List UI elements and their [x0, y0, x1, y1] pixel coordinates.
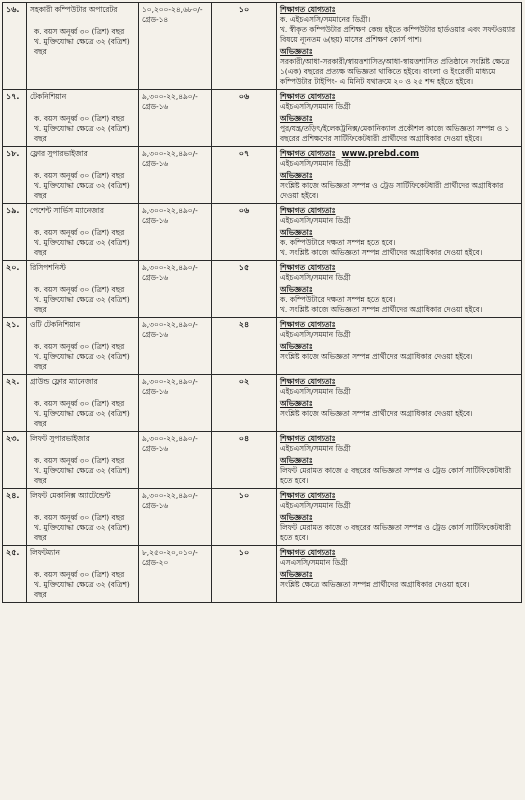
experience-item: সংশ্লিষ্ট কাজে অভিজ্ঞতা সম্পন্ন ও ট্রেড সার্টিফিকেটধারী প্রার্থীদের অগ্রাধিকার দেওয়া হইবে।: [280, 181, 504, 200]
experience-heading: অভিজ্ঞতাঃ: [280, 513, 313, 522]
age-limit: ক. বয়স অনূর্ধ্ব ৩০ (ত্রিশ) বছর: [34, 456, 125, 465]
serial-cell: [3, 318, 27, 375]
age-limit-freedom-fighter: খ. মুক্তিযোদ্ধা ক্ষেত্রে ৩২ (বত্রিশ) বছর: [34, 124, 130, 143]
serial-cell: [3, 489, 27, 546]
table-row: [3, 147, 522, 204]
serial-cell: [3, 261, 27, 318]
experience-heading: অভিজ্ঞতাঃ: [280, 171, 313, 180]
table-row: [3, 90, 522, 147]
experience-list: [280, 580, 518, 590]
post-cell: [27, 375, 139, 432]
qualification-list: [280, 444, 518, 454]
serial-cell: [3, 147, 27, 204]
qualification-item: এইচএসসি/সমমান ডিগ্রী: [280, 444, 351, 453]
serial-number: ১৯.: [6, 206, 20, 215]
qualification-list: [280, 159, 518, 169]
qualification-list: [280, 330, 518, 340]
post-name: লিফট সুপারভাইজার: [30, 434, 90, 443]
qualification-item: এইচএসসি/সমমান ডিগ্রী: [280, 387, 351, 396]
salary-scale: ৯,৩০০-২২,৪৯০/-: [142, 92, 198, 101]
post-cell: [27, 147, 139, 204]
pay-grade: গ্রেড-১৪: [142, 15, 169, 24]
serial-cell: [3, 3, 27, 90]
post-name: পেশেন্ট সার্ভিস ম্যানেজার: [30, 206, 104, 215]
serial-number: ১৭.: [6, 92, 20, 101]
serial-number: ২৪.: [6, 491, 20, 500]
qualification-cell: [277, 489, 522, 546]
serial-cell: [3, 90, 27, 147]
qualification-heading-text: শিক্ষাগত যোগ্যতাঃ: [280, 5, 336, 14]
salary-scale: ৯,৩০০-২২,৪৯০/-: [142, 206, 198, 215]
count-cell: [212, 318, 277, 375]
age-limit-freedom-fighter: খ. মুক্তিযোদ্ধা ক্ষেত্রে ৩২ (বত্রিশ) বছর: [34, 523, 130, 542]
experience-item: খ. সংশ্লিষ্ট কাজে অভিজ্ঞতা সম্পন্ন প্রার্থীদের অগ্রাধিকার দেওয়া হইবে।: [280, 248, 483, 257]
age-limit-freedom-fighter: খ. মুক্তিযোদ্ধা ক্ষেত্রে ৩২ (বত্রিশ) বছর: [34, 295, 130, 314]
pay-grade: গ্রেড-১৬: [142, 273, 169, 282]
age-limit-freedom-fighter: খ. মুক্তিযোদ্ধা ক্ষেত্রে ৩২ (বত্রিশ) বছর: [34, 181, 130, 200]
qualification-item: এইচএসসি/সমমান ডিগ্রী: [280, 216, 351, 225]
post-name: লিফট মেকানিক্স অ্যাটেন্ডেন্ট: [30, 491, 111, 500]
experience-list: [280, 181, 518, 201]
experience-list: [280, 409, 518, 419]
qualification-heading-text: শিক্ষাগত যোগ্যতাঃ: [280, 149, 336, 158]
serial-number: ২১.: [6, 320, 20, 329]
post-count: ০৪: [238, 434, 250, 443]
qualification-cell: [277, 432, 522, 489]
qualification-heading: [280, 263, 518, 273]
experience-heading: অভিজ্ঞতাঃ: [280, 114, 313, 123]
qualification-heading-text: শিক্ষাগত যোগ্যতাঃ: [280, 377, 336, 386]
salary-cell: [139, 375, 212, 432]
age-limit: ক. বয়স অনূর্ধ্ব ৩০ (ত্রিশ) বছর: [34, 27, 125, 36]
serial-cell: [3, 432, 27, 489]
qualification-heading: [280, 206, 518, 216]
post-count: ২৪: [238, 320, 250, 329]
count-cell: [212, 546, 277, 603]
age-limit: ক. বয়স অনূর্ধ্ব ৩০ (ত্রিশ) বছর: [34, 570, 125, 579]
count-cell: [212, 147, 277, 204]
count-cell: [212, 204, 277, 261]
qualification-heading-text: শিক্ষাগত যোগ্যতাঃ: [280, 206, 336, 215]
post-name: গ্রাউন্ড ফ্লোর ম্যানেজার: [30, 377, 98, 386]
table-row: [3, 204, 522, 261]
age-limit-freedom-fighter: খ. মুক্তিযোদ্ধা ক্ষেত্রে ৩২ (বত্রিশ) বছর: [34, 409, 130, 428]
table-row: [3, 318, 522, 375]
post-count: ১৫: [238, 263, 250, 272]
serial-number: ২০.: [6, 263, 20, 272]
table-row: [3, 3, 522, 90]
serial-cell: [3, 375, 27, 432]
experience-item: সরকারী/আধা-সরকারী/স্বায়ত্তশাসিত/আধা-স্বায়ত্তশাসিত প্রতিষ্ঠানে সংশ্লিষ্ট ক্ষেত্রে ১(এক) বছরের প্রত্যক্ষ অভিজ্ঞতা থাকিতে হইবে। বাংলা ও ইংরেজী মাধ্যমে কম্পিউটার টাইপিং- এ মিনিট যথাক্রমে ২০ ও ২৫ শব্দ হইতে হইবে।: [280, 57, 510, 86]
salary-cell: [139, 489, 212, 546]
pay-grade: গ্রেড-১৬: [142, 444, 169, 453]
qualification-heading: [280, 377, 518, 387]
post-name: রিসিপশনিস্ট: [30, 263, 66, 272]
experience-item: খ. সংশ্লিষ্ট কাজে অভিজ্ঞতা সম্পন্ন প্রার্থীদের অগ্রাধিকার দেওয়া হইবে।: [280, 305, 483, 314]
experience-heading: অভিজ্ঞতাঃ: [280, 228, 313, 237]
post-name: ওটি টেকনিশিয়ান: [30, 320, 81, 329]
experience-item: ক. কম্পিউটারে দক্ষতা সম্পন্ন হতে হবে।: [280, 295, 396, 304]
job-requirements-table: [2, 2, 522, 603]
count-cell: [212, 432, 277, 489]
post-cell: [27, 318, 139, 375]
qualification-list: [280, 216, 518, 226]
experience-item: পুর/যন্ত্র/তড়িৎ/ইলেকট্রনিক্স/মেকানিক্যাল প্রকৌশল কাজে অভিজ্ঞতা সম্পন্ন ও ১ বছরের প্রশিক্ষণের সার্টিফিকেটধারী প্রার্থীদের অগ্রাধিকার দেওয়া হইবে।: [280, 124, 510, 143]
post-cell: [27, 546, 139, 603]
qualification-item: এসএসসি/সমমান ডিগ্রী: [280, 558, 348, 567]
qualification-item: এইচএসসি/সমমান ডিগ্রী: [280, 330, 351, 339]
salary-cell: [139, 546, 212, 603]
age-limit: ক. বয়স অনূর্ধ্ব ৩০ (ত্রিশ) বছর: [34, 399, 125, 408]
qualification-heading: [280, 548, 518, 558]
age-limit-freedom-fighter: খ. মুক্তিযোদ্ধা ক্ষেত্রে ৩২ (বত্রিশ) বছর: [34, 352, 130, 371]
post-count: ০২: [238, 377, 250, 386]
qualification-heading: [280, 5, 518, 15]
qualification-list: [280, 558, 518, 568]
qualification-heading: [280, 92, 518, 102]
qualification-list: [280, 501, 518, 511]
age-limit: ক. বয়স অনূর্ধ্ব ৩০ (ত্রিশ) বছর: [34, 114, 125, 123]
count-cell: [212, 261, 277, 318]
salary-cell: [139, 3, 212, 90]
experience-list: [280, 238, 518, 258]
qualification-heading: [280, 320, 518, 330]
age-limit-freedom-fighter: খ. মুক্তিযোদ্ধা ক্ষেত্রে ৩২ (বত্রিশ) বছর: [34, 37, 130, 56]
pay-grade: গ্রেড-১৬: [142, 501, 169, 510]
post-count: ১০: [238, 5, 250, 14]
salary-cell: [139, 204, 212, 261]
count-cell: [212, 375, 277, 432]
table-body: [3, 3, 522, 603]
serial-cell: [3, 204, 27, 261]
experience-item: লিফট মেরামত কাজে ৫ বছরের অভিজ্ঞতা সম্পন্ন ও ট্রেড কোর্স সার্টিফিকেটধারী হতে হবে।: [280, 466, 511, 485]
qualification-heading-text: শিক্ষাগত যোগ্যতাঃ: [280, 320, 336, 329]
post-cell: [27, 204, 139, 261]
salary-scale: ১০,২০০-২৪,৬৮০/-: [142, 5, 203, 14]
salary-cell: [139, 147, 212, 204]
qualification-item: এইচএসসি/সমমান ডিগ্রী: [280, 102, 351, 111]
qualification-cell: [277, 546, 522, 603]
post-count: ১০: [238, 548, 250, 557]
table-row: [3, 546, 522, 603]
experience-item: সংশ্লিষ্ট কাজে অভিজ্ঞতা সম্পন্ন প্রার্থীদের অগ্রাধিকার দেওয়া হইবে।: [280, 409, 473, 418]
qualification-item: খ. স্বীকৃত কম্পিউটার প্রশিক্ষণ কেন্দ্র হইতে কম্পিউটার হার্ডওয়ার এবং সফটওয়্যার বিষয়ে ন্যূনতম ৬(ছয়) মাসের প্রশিক্ষণ কোর্স পাশ।: [280, 25, 516, 44]
salary-scale: ৯,৩০০-২২,৪৯০/-: [142, 434, 198, 443]
qualification-item: ক. এইচএসসি/সমমানের ডিগ্রী।: [280, 15, 371, 24]
post-count: ০৭: [238, 149, 250, 158]
experience-heading: অভিজ্ঞতাঃ: [280, 285, 313, 294]
count-cell: [212, 489, 277, 546]
post-cell: [27, 432, 139, 489]
pay-grade: গ্রেড-১৬: [142, 159, 169, 168]
salary-cell: [139, 261, 212, 318]
age-limit: ক. বয়স অনূর্ধ্ব ৩০ (ত্রিশ) বছর: [34, 342, 125, 351]
age-limit-freedom-fighter: খ. মুক্তিযোদ্ধা ক্ষেত্রে ৩২ (বত্রিশ) বছর: [34, 466, 130, 485]
experience-item: সংশ্লিষ্ট ক্ষেত্রে অভিজ্ঞতা সম্পন্ন প্রার্থীদের অগ্রাধিকার দেওয়া হবে।: [280, 580, 470, 589]
qualification-list: [280, 102, 518, 112]
serial-number: ১৮.: [6, 149, 20, 158]
age-limit-freedom-fighter: খ. মুক্তিযোদ্ধা ক্ষেত্রে ৩২ (বত্রিশ) বছর: [34, 238, 130, 257]
qualification-cell: [277, 90, 522, 147]
post-name: লিফটম্যান: [30, 548, 60, 557]
qualification-cell: [277, 318, 522, 375]
salary-cell: [139, 90, 212, 147]
qualification-heading: [280, 434, 518, 444]
experience-heading: অভিজ্ঞতাঃ: [280, 399, 313, 408]
pay-grade: গ্রেড-১৬: [142, 387, 169, 396]
qualification-heading: [280, 149, 518, 159]
post-cell: [27, 261, 139, 318]
qualification-list: [280, 387, 518, 397]
post-cell: [27, 90, 139, 147]
watermark-text: www.prebd.com: [341, 149, 420, 159]
qualification-cell: [277, 147, 522, 204]
serial-number: ২২.: [6, 377, 20, 386]
qualification-heading-text: শিক্ষাগত যোগ্যতাঃ: [280, 92, 336, 101]
post-count: ১০: [238, 491, 250, 500]
qualification-cell: [277, 204, 522, 261]
qualification-heading-text: শিক্ষাগত যোগ্যতাঃ: [280, 491, 336, 500]
post-cell: [27, 489, 139, 546]
experience-item: সংশ্লিষ্ট কাজে অভিজ্ঞতা সম্পন্ন প্রার্থীদের অগ্রাধিকার দেওয়া হইবে।: [280, 352, 473, 361]
experience-heading: অভিজ্ঞতাঃ: [280, 456, 313, 465]
age-limit: ক. বয়স অনূর্ধ্ব ৩০ (ত্রিশ) বছর: [34, 285, 125, 294]
qualification-cell: [277, 261, 522, 318]
qualification-cell: [277, 375, 522, 432]
experience-heading: অভিজ্ঞতাঃ: [280, 570, 313, 579]
experience-list: [280, 295, 518, 315]
table-row: [3, 375, 522, 432]
qualification-item: এইচএসসি/সমমান ডিগ্রী: [280, 501, 351, 510]
qualification-list: [280, 15, 518, 45]
qualification-item: এইচএসসি/সমমান ডিগ্রী: [280, 273, 351, 282]
qualification-heading-text: শিক্ষাগত যোগ্যতাঃ: [280, 548, 336, 557]
experience-list: [280, 124, 518, 144]
salary-scale: ৯,৩০০-২২,৪৯০/-: [142, 491, 198, 500]
post-name: সহকারী কম্পিউটার অপারেটর: [30, 5, 118, 14]
serial-number: ১৬.: [6, 5, 20, 14]
pay-grade: গ্রেড-১৬: [142, 102, 169, 111]
table-row: [3, 489, 522, 546]
salary-scale: ৮,২৫০-২০,০১০/-: [142, 548, 198, 557]
experience-item: লিফট মেরামত কাজে ৩ বছরের অভিজ্ঞতা সম্পন্ন ও ট্রেড কোর্স সার্টিফিকেটধারী হতে হবে।: [280, 523, 511, 542]
qualification-heading: [280, 491, 518, 501]
qualification-heading-text: শিক্ষাগত যোগ্যতাঃ: [280, 434, 336, 443]
table-row: [3, 432, 522, 489]
qualification-heading-text: শিক্ষাগত যোগ্যতাঃ: [280, 263, 336, 272]
serial-cell: [3, 546, 27, 603]
serial-number: ২৩.: [6, 434, 20, 443]
count-cell: [212, 3, 277, 90]
pay-grade: গ্রেড-১৬: [142, 330, 169, 339]
experience-list: [280, 466, 518, 486]
qualification-item: এইচএসসি/সমমান ডিগ্রী: [280, 159, 351, 168]
experience-item: ক. কম্পিউটারে দক্ষতা সম্পন্ন হতে হবে।: [280, 238, 396, 247]
experience-list: [280, 523, 518, 543]
post-name: টেকনিশিয়ান: [30, 92, 67, 101]
salary-cell: [139, 432, 212, 489]
experience-heading: অভিজ্ঞতাঃ: [280, 47, 313, 56]
salary-scale: ৯,৩০০-২২,৪৯০/-: [142, 149, 198, 158]
pay-grade: গ্রেড-১৬: [142, 216, 169, 225]
qualification-cell: [277, 3, 522, 90]
post-count: ০৬: [238, 92, 250, 101]
serial-number: ২৫.: [6, 548, 20, 557]
salary-scale: ৯,৩০০-২২,৪৯০/-: [142, 377, 198, 386]
age-limit: ক. বয়স অনূর্ধ্ব ৩০ (ত্রিশ) বছর: [34, 228, 125, 237]
experience-list: [280, 352, 518, 362]
pay-grade: গ্রেড-২০: [142, 558, 169, 567]
post-name: ফ্লোর সুপারভাইজার: [30, 149, 88, 158]
table-row: [3, 261, 522, 318]
salary-scale: ৯,৩০০-২২,৪৯০/-: [142, 320, 198, 329]
salary-cell: [139, 318, 212, 375]
salary-scale: ৯,৩০০-২২,৪৯০/-: [142, 263, 198, 272]
post-count: ০৬: [238, 206, 250, 215]
age-limit: ক. বয়স অনূর্ধ্ব ৩০ (ত্রিশ) বছর: [34, 171, 125, 180]
experience-heading: অভিজ্ঞতাঃ: [280, 342, 313, 351]
age-limit: ক. বয়স অনূর্ধ্ব ৩০ (ত্রিশ) বছর: [34, 513, 125, 522]
count-cell: [212, 90, 277, 147]
age-limit-freedom-fighter: খ. মুক্তিযোদ্ধা ক্ষেত্রে ৩২ (বত্রিশ) বছর: [34, 580, 130, 599]
qualification-list: [280, 273, 518, 283]
experience-list: [280, 57, 518, 87]
post-cell: [27, 3, 139, 90]
